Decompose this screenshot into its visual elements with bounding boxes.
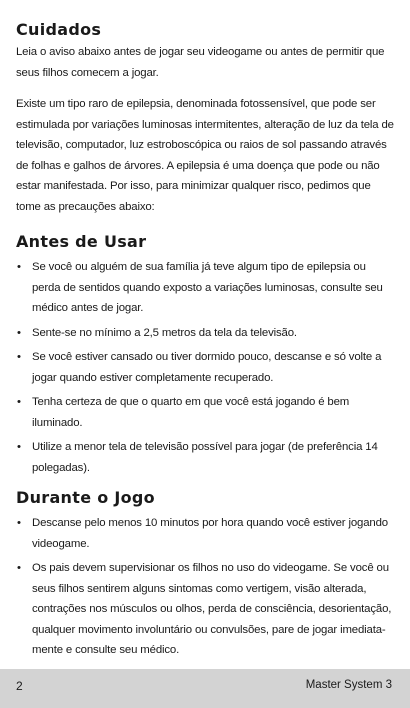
bullet-icon: • xyxy=(17,441,21,453)
manual-page xyxy=(16,14,394,665)
bullet-icon: • xyxy=(17,351,21,363)
section-title-durante-o-jogo: Durante o Jogo xyxy=(16,488,155,507)
page-footer xyxy=(0,669,410,708)
list-item xyxy=(16,257,394,319)
bullet-icon: • xyxy=(17,396,21,408)
list-item xyxy=(16,513,394,554)
bullet-icon: • xyxy=(17,562,21,574)
list-item-text: Descanse pelo menos 10 minutos por hora quando você estiver jogando videogame. xyxy=(32,517,388,550)
list-item xyxy=(16,558,394,661)
list-item xyxy=(16,347,394,388)
cuidados-intro: Leia o aviso abaixo antes de jogar seu videogame ou antes de permitir que seus filhos comecem a jogar. xyxy=(16,46,385,79)
list-item-text: Tenha certeza de que o quarto em que você está jogando é bem iluminado. xyxy=(32,396,350,429)
list-item xyxy=(16,437,394,478)
list-item xyxy=(16,323,394,344)
list-item-text: Se você ou alguém de sua família já teve algum tipo de epilepsia ou perda de sentidos quando exposto a variações luminosas, consulte seu médico antes de jogar. xyxy=(32,261,383,314)
list-item-text: Os pais devem supervisionar os filhos no uso do videogame. Se você ou seus filhos sentirem alguns sintomas como vertigem, visão alterada, contrações nos músculos ou olhos, perda de consciência, desorientação, qualquer movimento involuntário ou convulsões, pare de jogar imediata- mente e consulte seu médico. xyxy=(32,562,392,656)
bullet-icon: • xyxy=(17,517,21,529)
list-item-text: Se você estiver cansado ou tiver dormido pouco, descanse e só volte a jogar quando estiver completamente recuperado. xyxy=(32,351,382,384)
section-title-antes-de-usar: Antes de Usar xyxy=(16,232,147,251)
page-number: 2 xyxy=(16,679,23,693)
list-item-text: Sente-se no mínimo a 2,5 metros da tela da televisão. xyxy=(32,326,297,339)
durante-o-jogo-list xyxy=(16,513,394,661)
list-item-text: Utilize a menor tela de televisão possível para jogar (de preferência 14 polegadas). xyxy=(32,441,378,474)
bullet-icon: • xyxy=(17,326,21,339)
cuidados-body: Existe um tipo raro de epilepsia, denominada fotossensível, que pode ser estimulada por variações luminosas intermitentes, alteração de luz da tela de televisão, computador, luz estroboscópica ou raios de sol passando através de folhas e galhos de árvores. A epilepsia é uma doença que pode ou não estar manifestada. Por isso, para minimizar qualquer risco, pedimos que tome as precauções abaixo: xyxy=(16,98,394,213)
system-name: Master System 3 xyxy=(305,679,392,691)
bullet-icon: • xyxy=(17,261,21,273)
section-title-cuidados: Cuidados xyxy=(16,20,102,39)
list-item xyxy=(16,392,394,433)
antes-de-usar-list xyxy=(16,257,394,478)
